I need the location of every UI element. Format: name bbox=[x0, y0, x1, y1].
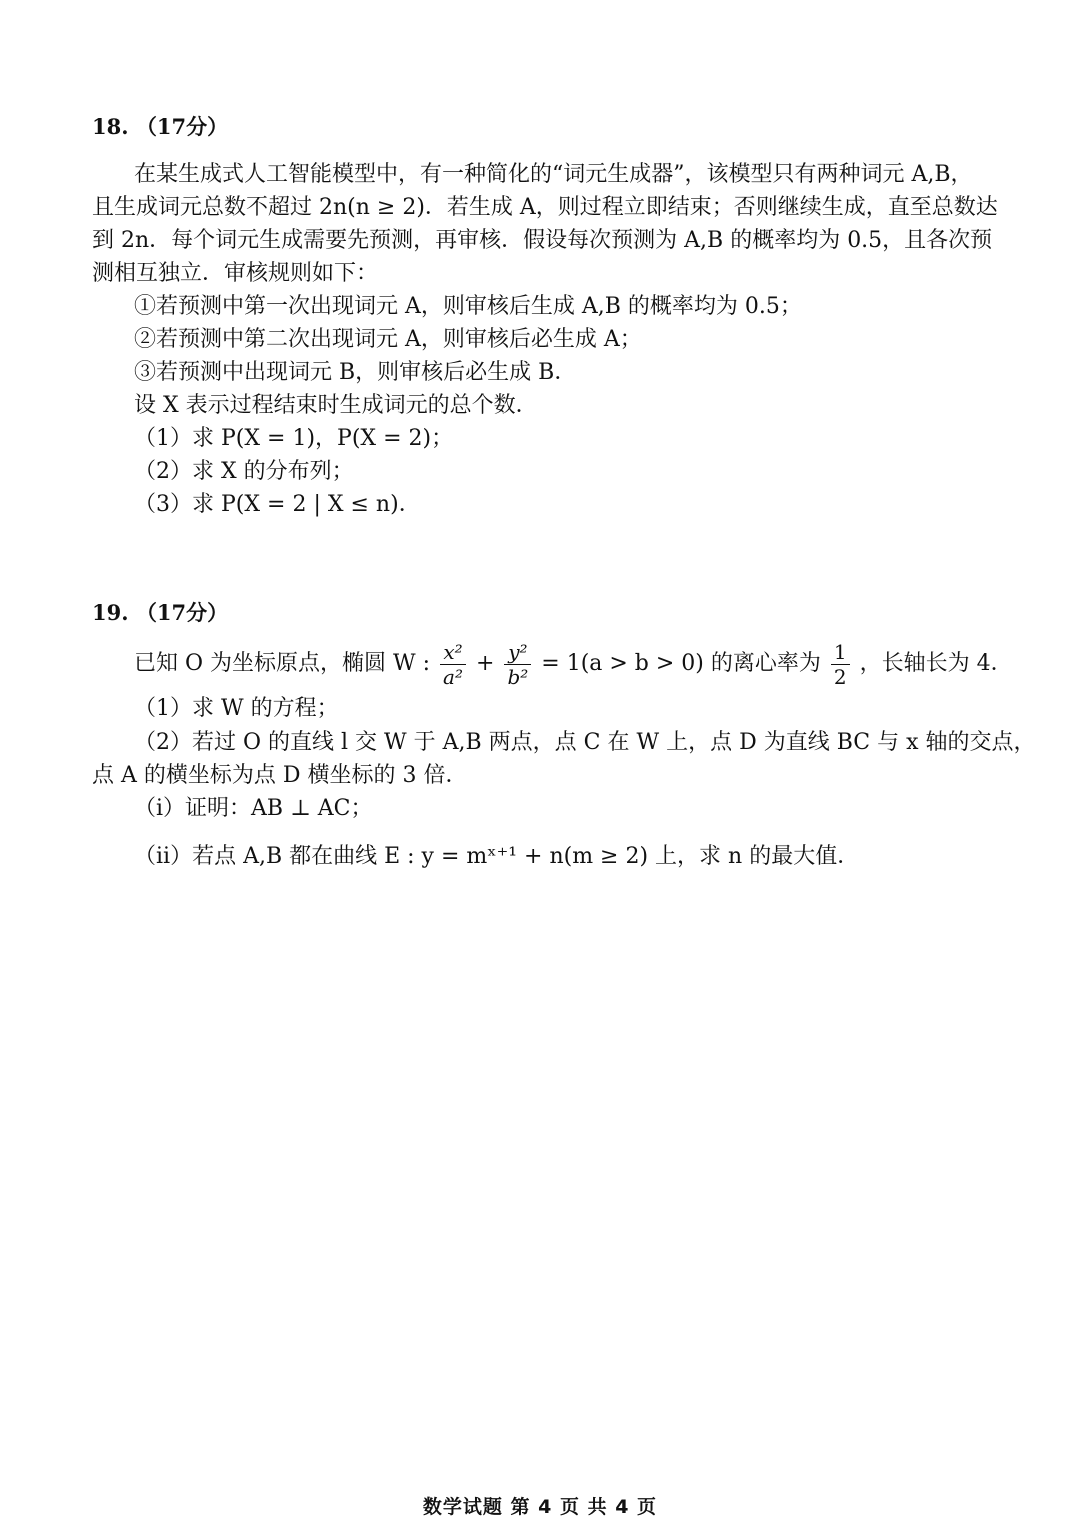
q18-line: 且生成词元总数不超过 2n(n ≥ 2)．若生成 A，则过程立即结束；否则继续生成，直至总数达 bbox=[92, 195, 998, 220]
fraction-numerator: 1 bbox=[831, 640, 850, 665]
plus-sign: + bbox=[476, 651, 495, 676]
q18-part-1: （1）求 P(X = 1)，P(X = 2)； bbox=[134, 426, 454, 451]
q18-rule-3: ③若预测中出现词元 B，则审核后必生成 B． bbox=[134, 360, 577, 385]
q18-part-2: （2）求 X 的分布列； bbox=[134, 459, 354, 484]
q19-part-1: （1）求 W 的方程； bbox=[134, 696, 339, 721]
question-19-heading: 19. （17分） bbox=[92, 600, 229, 625]
q18-line: 到 2n．每个词元生成需要先预测，再审核．假设每次预测为 A,B 的概率均为 0.5，且各次预 bbox=[92, 228, 993, 253]
q19-subpart-ii: （ⅱ）若点 A,B 都在曲线 E : y = mˣ⁺¹ + n(m ≥ 2) 上，求 n 的最大值． bbox=[134, 844, 860, 869]
q18-rule-2: ②若预测中第二次出现词元 A，则审核后必生成 A； bbox=[134, 327, 642, 352]
q19-intro-text-b: = 1(a > b > 0) 的离心率为 bbox=[541, 651, 821, 676]
q18-line: 测相互独立．审核规则如下： bbox=[92, 261, 379, 286]
fraction-denominator: a² bbox=[443, 664, 463, 689]
question-18-heading: 18. （17分） bbox=[92, 114, 229, 139]
fraction-numerator: y² bbox=[504, 640, 531, 665]
q18-line: 设 X 表示过程结束时生成词元的总个数． bbox=[134, 393, 538, 418]
q19-part-2: （2）若过 O 的直线 l 交 W 于 A,B 两点，点 C 在 W 上，点 D 为直线 BC 与 x 轴的交点， bbox=[134, 730, 1036, 755]
fraction-y2-b2 bbox=[504, 640, 531, 689]
q19-line: 点 A 的横坐标为点 D 横坐标的 3 倍． bbox=[92, 763, 468, 788]
q19-subpart-i: （ⅰ）证明：AB ⊥ AC； bbox=[134, 796, 373, 821]
q19-intro-text-c: ，长轴长为 4． bbox=[859, 651, 1013, 676]
q19-intro bbox=[134, 636, 1013, 692]
fraction-one-half bbox=[831, 640, 850, 689]
fraction-x2-a2 bbox=[440, 640, 466, 689]
q18-rule-1: ①若预测中第一次出现词元 A，则审核后生成 A,B 的概率均为 0.5； bbox=[134, 294, 802, 319]
fraction-denominator: 2 bbox=[833, 664, 847, 689]
q18-part-3: （3）求 P(X = 2 | X ≤ n)． bbox=[134, 492, 421, 517]
page-footer: 数学试题 第 4 页 共 4 页 bbox=[422, 1496, 658, 1518]
q19-intro-text-a: 已知 O 为坐标原点，椭圆 W : bbox=[134, 651, 431, 676]
fraction-denominator: b² bbox=[507, 664, 529, 689]
fraction-numerator: x² bbox=[440, 640, 466, 665]
q18-line: 在某生成式人工智能模型中，有一种简化的“词元生成器”，该模型只有两种词元 A,B， bbox=[134, 162, 973, 187]
